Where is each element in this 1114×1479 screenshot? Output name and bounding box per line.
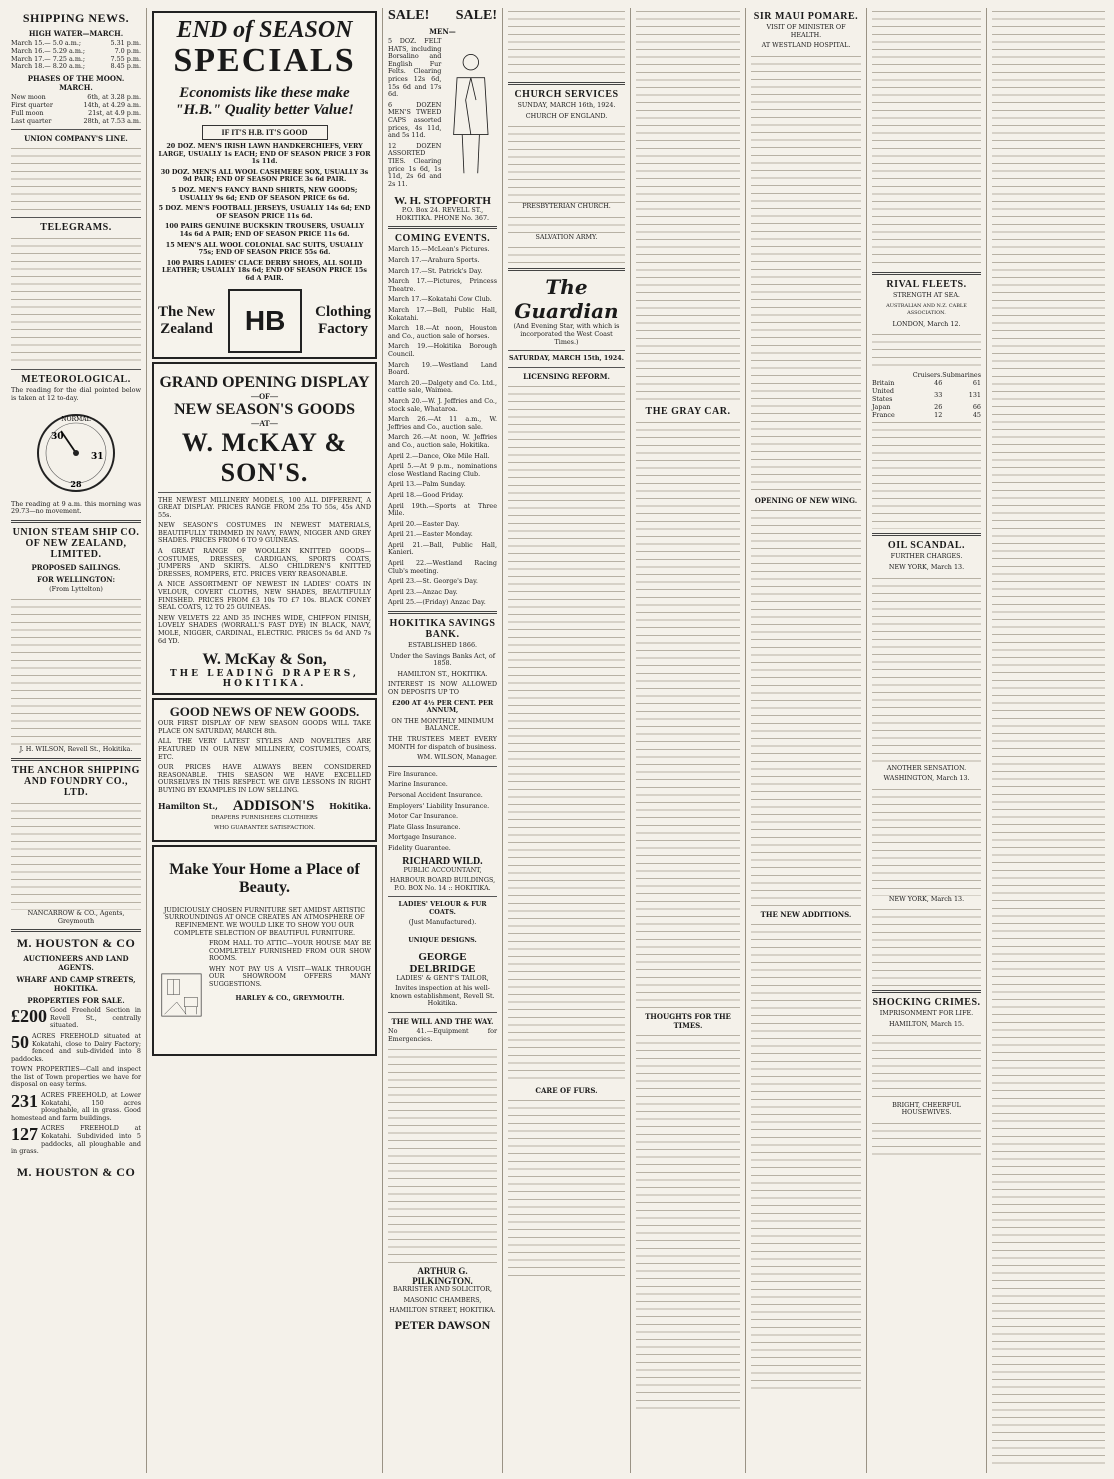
wash-date: WASHINGTON, March 13. [883,774,970,783]
mckay-of: —OF— [250,391,279,401]
pilkington-role: BARRISTER AND SOLICITOR, [392,1285,493,1294]
event-item: April 5.—At 9 p.m., nominations close Westland Racing Club. [388,462,497,478]
sale-item: 12 DOZEN ASSORTED TIES. Clearing price 1s 6d, 1s 11d, 2s 6d and 2s 11. [388,141,442,188]
thoughts-text-block [636,1032,740,1412]
sale-men: MEN— [429,27,456,36]
unique-designs: UNIQUE DESIGNS. [408,936,477,945]
mckay-leading: THE LEADING DRAPERS, [169,669,360,680]
wild-role: PUBLIC ACCOUNTANT, [403,865,482,874]
specials-item: 100 PAIRS LADIES' CLACE DERBY SHOES, ALL SOLID LEATHER; USUALLY 18s 6d; END OF SEASON PRICE 15s 6d A PAIR. [162,258,367,282]
bank-trustees: THE TRUSTEES MEET EVERY MONTH for dispatch of business. [388,734,497,751]
issue-date: SATURDAY, MARCH 15th, 1924. [509,354,624,363]
tide-row: March 17.— 7.25 a.m.; 7.55 p.m. [11,54,141,63]
moon-row: New moon 6th, at 3.28 p.m. [11,93,141,102]
pomare-heading: SIR MAUI POMARE. [753,11,859,22]
union-heading: UNION COMPANY'S LINE. [24,134,128,144]
hb-left: The New Zealand [158,303,216,337]
houston-heading: M. HOUSTON & CO [16,936,136,951]
care-furs-heading: CARE OF FURS. [535,1085,598,1095]
usc-heading: UNION STEAM SHIP CO. OF NEW ZEALAND, LIMITED. [12,526,140,560]
hb-footer [158,289,371,353]
harley-row [158,940,371,1050]
event-item: March 26.—At 11 a.m., W. Jeffries and Co., auction sale. [388,415,497,431]
anchor-text-block [11,800,141,910]
column-shipping [6,8,146,1473]
shocking-heading: SHOCKING CRIMES. [872,997,981,1009]
bank-balance: ON THE MONTHLY MINIMUM BALANCE. [391,716,494,733]
specials-item: 5 DOZ. MEN'S FOOTBALL JERSEYS, USUALLY 14s 6d; END OF SEASON PRICE 11s 6d. [158,204,371,220]
listing-text: Good Freehold Section in Revell St., centrally situated. [50,1006,141,1030]
events-list [388,246,497,607]
wild-addr: HARBOUR BOARD BUILDINGS, P.O. BOX No. 14 :: HOKITIKA. [389,876,496,892]
licensing-heading: LICENSING REFORM. [523,371,610,381]
baro-right-label: 31 [91,451,104,462]
moon-row: Full moon 21st, at 4.9 p.m. [11,108,141,117]
table-row: Britain 46 61 [872,379,981,388]
for-wellington: FOR WELLINGTON: [36,574,116,584]
sailings-heading: PROPOSED SAILINGS. [31,562,121,572]
mckay-signature: W. McKay & Son, [202,651,327,669]
addisons-name: ADDISON'S [232,797,315,814]
just-made: (Just Manufactured). [408,918,477,927]
sale-items [388,38,441,191]
events-heading: COMING EVENTS. [394,233,491,245]
houston-addr: WHARF AND CAMP STREETS, HOKITIKA. [16,975,136,994]
ladies-coats: LADIES' VELOUR & FUR COATS. [398,900,487,916]
pilkington-street: HAMILTON STREET, HOKITIKA. [389,1306,496,1315]
strength-sub: STRENGTH AT SEA. [893,291,960,299]
event-item: March 15.—McLean's Pictures. [388,245,490,254]
mckay-heading: GRAND OPENING DISPLAY [159,373,370,391]
listing-acres: 127 [11,1124,38,1145]
event-item: March 18.—At noon, Houston and Co., auction sale of horses. [388,324,497,340]
mckay-at: —AT— [251,418,278,428]
specials-item: 100 PAIRS GENUINE BUCKSKIN TROUSERS, USUALLY 14s 6d A PAIR; END OF SEASON PRICE 11s 6d. [164,222,365,238]
moon-table [11,94,141,125]
continued-text-block [992,8,1105,1468]
harley-signature: HARLEY & CO., GREYMOUTH. [235,993,345,1002]
baro-note: The reading at 9 a.m. this morning was 29.73—no movement. [11,499,141,516]
specials-end-of-season: END of SEASON [176,17,353,43]
listing [11,1007,141,1033]
sailings-text-block [11,596,141,746]
tide-row: March 18.— 8.20 a.m.; 8.45 p.m. [11,62,141,71]
column-pomare [745,8,866,1473]
tide-row: March 16.— 5.29 a.m.; 7.0 p.m. [11,46,141,55]
masthead: The Guardian [514,275,619,324]
pomare-sub: VISIT OF MINISTER OF HEALTH. [766,23,846,39]
moon-heading: PHASES OF THE MOON. MARCH. [27,74,125,93]
delbridge-invite: Invites inspection at his well-known establishment, Revell St. Hokitika. [390,984,495,1008]
insurance-item: Mortgage Insurance. [388,833,457,842]
stopforth-addr: P.O. Box 24. REVELL ST., HOKITIKA. PHONE No. 367. [395,206,490,222]
will-text-block [388,1046,497,1266]
church-text-block [508,123,625,203]
specials-banner: IF IT'S H.B. IT'S GOOD [202,125,328,140]
ny-date-2: NEW YORK, March 13. [888,894,965,903]
additions-heading: THE NEW ADDITIONS. [760,909,852,919]
usc-agent: J. H. WILSON, Revell St., Hokitika. [19,745,133,754]
man-in-suit-icon [445,38,497,188]
telegrams-text-block [11,235,141,365]
insurance-item: Employers' Liability Insurance. [388,801,490,810]
harley-para: FROM HALL TO ATTIC—YOUR HOUSE MAY BE COMPLETELY FURNISHED FROM OUR SHOW ROOMS. [208,939,371,963]
hb-right: Clothing Factory [315,303,371,337]
harley-para: JUDICIOUSLY CHOSEN FURNITURE SET AMIDST ARTISTIC SURROUNDINGS AT ONCE CREATES AN ATMOSPHERE OF REFINEMENT. WE WOULD LIKE TO SHOW YOU OUR COMPLETE SELECTION OF BEAUTIFUL FURNITURE. [163,905,366,937]
column-ads [146,8,382,1473]
column-church [502,8,630,1473]
harley-ad [152,845,377,1056]
pomare-text-block [751,53,861,493]
baro-top-label: NORMAL [61,415,91,423]
fleets-text-block [872,331,981,371]
opening-text-block [751,507,861,907]
delbridge-sub: LADIES' & GENT'S TAILOR, [396,973,489,982]
table-row: France 12 45 [872,411,981,420]
peter-dawson: PETER DAWSON [394,1318,491,1332]
rival-heading: RIVAL FLEETS. [886,279,967,290]
sale-header: SALE! SALE! [388,8,497,23]
event-item: March 17.—Arahura Sports. [388,256,480,265]
harley-heading: Make Your Home a Place of Beauty. [169,860,360,896]
mckay-heading-2: NEW SEASON'S GOODS [173,400,356,418]
addisons-para: OUR PRICES HAVE ALWAYS BEEN CONSIDERED REASONABLE. THIS SEASON WE HAVE EXCELLED OURSELVES IN THIS RESPECT. WE GIVE LESSONS IN RIGHT BUYING BY EXAMPLES IN LOW SELLING. [158,763,371,794]
specials-title: SPECIALS [173,42,356,79]
bank-est: ESTABLISHED 1866. [407,641,478,650]
mckay-name: W. McKAY & SON'S. [181,427,348,487]
bank-interest: INTEREST IS NOW ALLOWED ON DEPOSITS UP TO [388,680,497,696]
sale-item: 5 DOZ. FELT HATS, including Borsalino and English Fur Felts. Clearing prices 12s 6d, 15s 6d and 17s 6d. [388,37,442,99]
local-news-block [636,8,740,403]
specials-item: 30 DOZ. MEN'S ALL WOOL CASHMERE SOX, USUALLY 3s 9d PAIR; END OF SEASON PRICE 3s 6d PAIR. [160,167,369,184]
event-item: March 17.—St. Patrick's Day. [388,266,483,275]
addisons-para: OUR FIRST DISPLAY OF NEW SEASON GOODS WILL TAKE PLACE ON SATURDAY, MARCH 8th. [158,719,371,735]
oil-heading: OIL SCANDAL. [887,540,966,552]
cable-assoc: AUSTRALIAN AND N.Z. CABLE ASSOCIATION. [886,302,967,317]
listing [11,1033,141,1066]
further-charges: FURTHER CHARGES. [890,552,963,561]
event-item: March 17.—Pictures, Princess Theatre. [388,277,497,293]
pilkington-addr: MASONIC CHAMBERS, [403,1295,482,1304]
event-item: March 17.—Kokatahi Cow Club. [388,295,492,304]
event-item: March 20.—W. J. Jeffries and Co., stock sale, Whataroa. [388,396,497,413]
masthead-sub: (And Evening Star, with which is incorporated the West Coast Times.) [513,322,620,346]
addisons-footer: Hamilton St., ADDISON'S Hokitika. [158,797,371,814]
addisons-guarantee: WHO GUARANTEE SATISFACTION. [213,825,316,832]
gray-car-text-block [636,419,740,1009]
listing-text: ACRES FREEHOLD at Kokatahi. Subdivided into 5 paddocks, all ploughable and in grass. [11,1124,141,1156]
pilkington-name: ARTHUR G. PILKINGTON. [412,1266,473,1287]
hb-logo-icon: HB [228,289,302,353]
listing [11,1092,141,1125]
harley-para: WHY NOT PAY US A VISIT—WALK THROUGH OUR SHOWROOM OFFERS MANY SUGGESTIONS. [208,964,371,989]
bright-housewives: BRIGHT, CHEERFUL HOUSEWIVES. [892,1100,961,1117]
town-props: TOWN PROPERTIES—Call and inspect the list of Town properties we have for disposal on easy terms. [11,1065,141,1089]
insurance-item: Fidelity Guarantee. [388,843,451,852]
bank-rate: £200 AT 4½ PER CENT. PER ANNUM, [391,698,494,715]
insurance-item: Motor Car Insurance. [388,812,459,821]
mckay-para: THE NEWEST MILLINERY MODELS, 100 ALL DIFFERENT, A GREAT DISPLAY. PRICES RANGE FROM 25s TO 55s, 45s AND 55s. [158,495,371,519]
event-item: April 22.—Westland Racing Club's meeting. [388,559,497,575]
stopforth-name: W. H. STOPFORTH [394,195,491,208]
sale-continued-text [508,8,625,78]
table-row: United States 33 131 [872,387,981,404]
event-item: March 17.—Bell, Public Hall, Kokatahi. [388,306,497,322]
opening-heading: OPENING OF NEW WING. [754,495,858,505]
houston-footer: M. HOUSTON & CO [16,1164,136,1179]
column-continued [986,8,1110,1473]
listing-price: £200 [11,1006,47,1027]
mckay-para: A GREAT RANGE OF WOOLLEN KNITTED GOODS—COSTUMES, DRESSES, CARDIGANS, SPORTS COATS, JUMPERS AND SKIRTS. ALSO CHILDREN'S KNITTED DRESSES, ROMPERS, ETC. PRICES VERY REASONABLE. [158,547,371,578]
event-item: April 2.—Dance, Oke Mile Hall. [388,451,490,460]
hospital-continued-block [872,8,981,268]
event-item: April 20.—Easter Day. [388,519,460,528]
bank-heading: HOKITIKA SAVINGS BANK. [389,618,496,641]
from-lyttelton: (From Lyttelton) [49,584,103,593]
mckay-ad [152,362,377,696]
crimes-text-block [872,1032,981,1102]
church-text-block [508,214,625,234]
event-item: April 18.—Good Friday. [388,490,464,499]
insurance-item: Fire Insurance. [388,769,438,778]
insurance-list [388,771,497,853]
furs-text-block [508,1097,625,1277]
church-presbyterian: PRESBYTERIAN CHURCH. [522,202,611,211]
housewives-text-block [872,1120,981,1160]
mckay-para: NEW VELVETS 22 AND 35 INCHES WIDE, CHIFFON FINISH, LOVELY SHADES (WORRALL'S FAST DYE) IN BLACK, NAVY, MOLE, NIGGER, CARDINAL, ELECTRIC. PRICES 5s 6d AND 7s 6d YD. [158,613,371,645]
houston-props: PROPERTIES FOR SALE. [27,996,125,1006]
church-heading: CHURCH SERVICES [514,89,619,100]
listing-acres: 231 [11,1091,38,1112]
insurance-item: Marine Insurance. [388,780,448,789]
pomare-at: AT WESTLAND HOSPITAL. [761,41,851,50]
listing-text: ACRES FREEHOLD, at Lower Kokatahi, 150 acres ploughable, all in grass. Good homestead and farm buildings. [11,1091,141,1122]
oil-text-block [872,575,981,765]
listing [11,1125,141,1158]
listing-acres: 50 [11,1031,29,1052]
baro-bottom-label: 28 [70,478,82,489]
union-text-block [11,145,141,213]
wild-name: RICHARD WILD. [402,855,483,867]
event-item: April 23.—Anzac Day. [388,587,458,596]
hamilton-date: HAMILTON, March 15. [888,1019,965,1028]
event-item: April 13.—Palm Sunday. [388,480,466,489]
anchor-sign: NANCARROW & CO., Agents, Greymouth [27,908,125,925]
table-row: Japan 26 66 [872,403,981,412]
church-text-block [508,244,625,264]
insurance-item: Personal Accident Insurance. [388,790,483,799]
addisons-para: ALL THE VERY LATEST STYLES AND NOVELTIES ARE FEATURED IN OUR NEW MILLINERY, COSTUMES, COATS, ETC. [158,737,371,761]
event-item: March 26.—At noon, W. Jeffries and Co., auction sale, Hokitika. [388,433,497,449]
moon-row: Last quarter 28th, at 7.53 a.m. [11,116,141,125]
shipping-heading: SHIPPING NEWS. [22,11,130,25]
gray-car-heading: THE GRAY CAR. [645,406,731,417]
column-cables [866,8,986,1473]
bank-signature: WM. WILSON, Manager. [417,753,497,762]
mckay-para: A NICE ASSORTMENT OF NEWEST IN LADIES' COATS IN VELOUR, COVERT CLOTHS, NEW SHADES, BEAUTIFULLY FINISHED. PRICES FROM £3 10s TO £7 10s. BLACK CONEY SEAL COATS, 12 TO 25 GUINEAS. [158,580,371,612]
imprisonment: IMPRISONMENT FOR LIFE. [879,1009,974,1018]
delbridge-name: GEORGE DELBRIDGE [409,950,476,975]
mckay-town: HOKITIKA. [222,679,307,690]
specials-tagline: Economists like these make "H.B." Quality better Value! [175,85,354,118]
editorial-text-block [508,383,625,1083]
column-local [630,8,745,1473]
london-date: LONDON, March 12. [892,319,961,328]
event-item: April 21.—Easter Monday. [388,530,473,539]
addisons-trades: DRAPERS FURNISHERS CLOTHIERS [211,814,318,821]
high-water-heading: HIGH WATER—MARCH. [28,29,124,38]
addisons-ad [152,698,377,842]
church-england: CHURCH OF ENGLAND. [525,111,608,120]
will-heading: THE WILL AND THE WAY. [391,1017,494,1027]
church-salvation: SALVATION ARMY. [535,232,598,241]
specials-item: 20 DOZ. MEN'S IRISH LAWN HANDKERCHIEFS, VERY LARGE, USUALLY 1s EACH; END OF SEASON PRICE 3 FOR 1s 11d. [158,142,371,166]
additions-text-block [751,921,861,1391]
specials-item: 15 MEN'S ALL WOOL COLONIAL SAC SUITS, USUALLY 75s; END OF SEASON PRICE 55s 6d. [165,240,364,257]
moon-row: First quarter 14th, at 4.29 a.m. [11,100,141,109]
house-interior-icon [158,940,205,1050]
another-sensation: ANOTHER SENSATION. [886,763,967,772]
anchor-heading: THE ANCHOR SHIPPING AND FOUNDRY CO., LTD. [12,764,140,798]
sale-body [388,38,497,191]
hb-specials-ad [152,11,377,359]
thoughts-heading: THOUGHTS FOR THE TIMES. [645,1012,731,1030]
bank-addr: HAMILTON ST., HOKITIKA. [397,669,488,678]
telegrams-heading: TELEGRAMS. [40,222,112,234]
oil-text-block [872,786,981,896]
event-item: April 19th.—Sports at Three Mile. [388,501,497,518]
met-text: The reading for the dial pointed below is taken at 12 to-day. [11,386,141,402]
tide-row: March 15.— 5.0 a.m.; 5.31 p.m. [11,39,141,47]
event-item: March 19.—Hokitika Borough Council. [388,342,497,358]
sale-item: 6 DOZEN MEN'S TWEED CAPS assorted prices, 4s 11d, and 5s 11d. [388,100,442,140]
event-item: April 25.—(Friday) Anzac Day. [388,598,486,607]
event-item: April 21.—Ball, Public Hall, Kanieri. [388,540,497,557]
table-row: Cruisers. Submarines [912,371,981,380]
event-item: March 20.—Dalgety and Co. Ltd., cattle sale, Waimea. [388,378,497,395]
addisons-heading: GOOD NEWS OF NEW GOODS. [169,704,360,720]
event-item: April 23.—St. George's Day. [388,577,478,586]
barometer-dial-icon [21,407,131,497]
fleet-table [872,371,981,419]
baro-left-label: 30 [51,431,64,442]
insurance-item: Plate Glass Insurance. [388,822,461,831]
met-heading: METEOROLOGICAL. [21,374,131,386]
event-item: March 19.—Westland Land Board. [388,360,497,377]
fleets-text-block [872,419,981,529]
listing-text: ACRES FREEHOLD situated at Kokatahi, close to Dairy Factory; fenced and sub-divided into 8 paddocks. [11,1031,141,1063]
oil-text-block [872,906,981,986]
column-sale [382,8,502,1473]
bank-under: Under the Savings Banks Act, of 1858. [389,651,496,668]
ny-date: NEW YORK, March 13. [888,562,965,571]
specials-item: 5 DOZ. MEN'S FANCY BAND SHIRTS, NEW GOODS; USUALLY 9s 6d; END OF SEASON PRICE 6s 6d. [171,185,358,202]
will-sub: No 41.—Equipment for Emergencies. [388,1027,497,1043]
church-date: SUNDAY, MARCH 16th, 1924. [517,101,616,109]
tide-table [11,40,141,71]
harley-copy [209,940,371,1005]
mckay-para: NEW SEASON'S COSTUMES IN NEWEST MATERIALS, BEAUTIFULLY TRIMMED IN NAVY, FAWN, NIGGER AND GREY SHADES. PRICES FROM 6 TO 9 GUINEAS. [158,521,371,545]
houston-sub: AUCTIONEERS AND LAND AGENTS. [23,954,129,973]
